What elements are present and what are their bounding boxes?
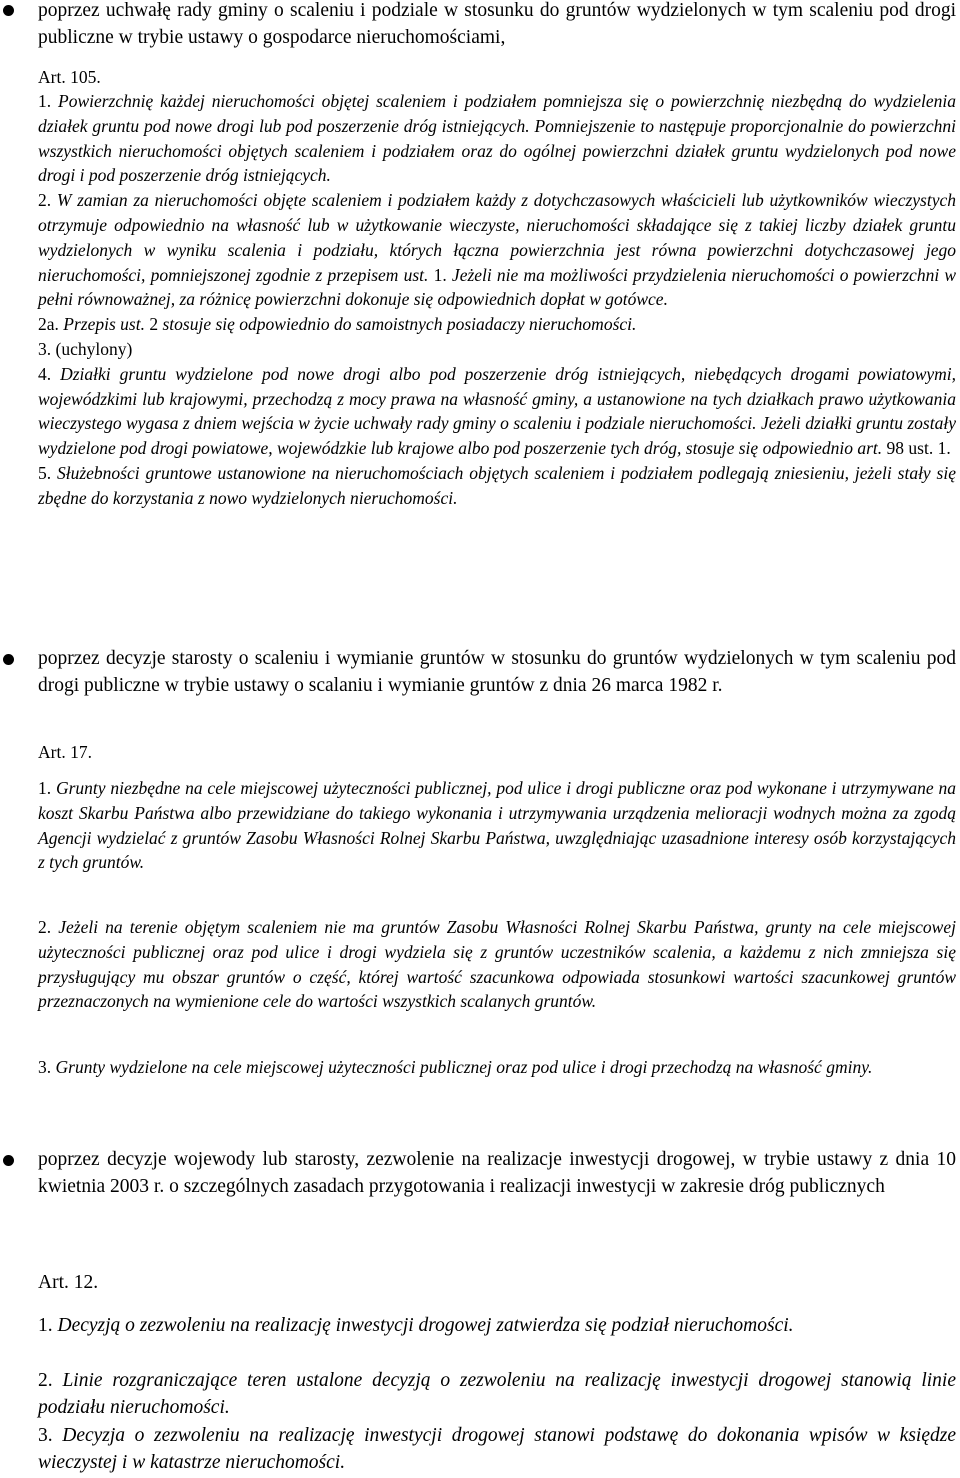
- section2-para3: 3. Grunty wydzielone na cele miejscowej użyteczności publicznej oraz pod ulice i drogi przechodzą na własność gminy.: [38, 1057, 873, 1077]
- section2-art: Art. 17.: [38, 742, 92, 762]
- bullet-1: [3, 5, 14, 16]
- section1-intro: poprzez uchwałę rady gminy o scaleniu i podziale w stosunku do gruntów wydzielonych w tym scaleniu pod drogi publiczne w trybie ustawy o gospodarce nieruchomościami,: [38, 0, 956, 48]
- section1-para1: 1. Powierzchnię każdej nieruchomości objętej scaleniem i podziałem pomniejsza się o powierzchnię niezbędną do wydzielenia działek gruntu pod nowe drogi lub pod poszerzenie dróg istniejących. Pomniejszenie to następuje proporcjonalnie do powierzchni wszystkich nieruchomości objętych scaleniem i podziałem oraz do ogólnej powierzchni działek gruntu wydzielonych pod nowe drogi i pod poszerzenie dróg istniejących.: [38, 91, 957, 186]
- section3-para2: 2. Linie rozgraniczające teren ustalone decyzją o zezwoleniu na realizację inwestycji drogowej stanowią linie podziału nieruchomości.: [38, 1370, 956, 1418]
- section1-para3: 3. (uchylony): [38, 338, 133, 359]
- section1-articles: [38, 89, 956, 511]
- section1-art: Art. 105.: [38, 67, 101, 87]
- section3-art: Art. 12.: [38, 1272, 99, 1293]
- section3-para3: 3. Decyzja o zezwoleniu na realizację inwestycji drogowej stanowi podstawę do dokonania wpisów w księdze wieczystej i w katastrze nieruchomości.: [38, 1425, 956, 1473]
- bullet-2: [3, 654, 14, 665]
- section2-para1: 1. Grunty niezbędne na cele miejscowej użyteczności publicznej, pod ulice i drogi publiczne oraz pod wykonane i utrzymywane na koszt Skarbu Państwa albo przewidziane do takiego wykonania i utrzymywania urządzenia melioracji wodnych można za zgodą Agencji wydzielać z gruntów Zasobu Własności Rolnej Skarbu Państwa, uwzględniając uzasadnione interesy osób korzystających z tych gruntów.: [38, 778, 956, 873]
- section2-intro: poprzez decyzje starosty o scaleniu i wymianie gruntów w stosunku do gruntów wydzielonych w tym scaleniu pod drogi publiczne w trybie ustawy o scalaniu i wymianie gruntów z dnia 26 marca 1982 r.: [38, 648, 956, 696]
- section1-para2: 2. W zamian za nieruchomości objęte scaleniem i podziałem każdy z dotychczasowych właścicieli lub użytkowników wieczystych otrzymuje odpowiednio na własność lub w użytkowanie wieczyste, nieruchomości składające się z takiej liczby działek gruntu wydzielonych w wyniku scalenia i podziału, których łączna powierzchnia jest równa powierzchni dotychczasowej jego nieruchomości, pomniejszonej zgodnie z przepisem ust. 1. Jeżeli nie ma możliwości przydzielenia nieruchomości o powierzchni w pełni równoważnej, za różnicę powierzchni dokonuje się odpowiednich dopłat w gotówce.: [38, 190, 957, 310]
- section3-intro: poprzez decyzje wojewody lub starosty, zezwolenie na realizacje inwestycji drogowej, w trybie ustawy z dnia 10 kwietnia 2003 r. o szczególnych zasadach przygotowania i realizacji inwestycji w zakresie dróg publicznych: [38, 1149, 956, 1197]
- section1-para4: 4. Działki gruntu wydzielone pod nowe drogi albo pod poszerzenie dróg istniejących, niebędących drogami powiatowymi, wojewódzkimi lub krajowymi, przechodzą z mocy prawa na własność gminy, a ustanowione na tych działkach prawo użytkowania wieczystego wygasa z dniem wejścia w życie uchwały rady gminy o scaleniu i podziale nieruchomości. Jeżeli działki gruntu zostały wydzielone pod drogi powiatowe, wojewódzkie lub krajowe albo pod poszerzenie tych dróg, stosuje się odpowiednio art. 98 ust. 1.: [38, 363, 957, 459]
- section1-para5: 5. Służebności gruntowe ustanowione na nieruchomościach objętych scaleniem i podziałem podlegają zniesieniu, jeżeli stały się zbędne do korzystania z nowo wydzielonych nieruchomości.: [38, 462, 956, 508]
- section2-para2: 2. Jeżeli na terenie objętym scaleniem nie ma gruntów Zasobu Własności Rolnej Skarbu Państwa, grunty na cele miejscowej użyteczności publicznej oraz pod ulice i drogi wydziela się z gruntów uczestników scalenia, a każdemu z nich zmniejsza się przysługujący mu obszar gruntów o część, której wartość szacunkowa odpowiada stosunkowi wartości szacunkowej gruntów przeznaczonych na wymienione cele do wartości wszystkich scalanych gruntów.: [38, 917, 956, 1012]
- section1-para2a: 2a. Przepis ust. 2 stosuje się odpowiednio do samoistnych posiadaczy nieruchomości.: [38, 314, 637, 335]
- section3-para1: 1. Decyzją o zezwoleniu na realizację inwestycji drogowej zatwierdza się podział nieruchomości.: [38, 1315, 794, 1336]
- bullet-3: [3, 1155, 14, 1166]
